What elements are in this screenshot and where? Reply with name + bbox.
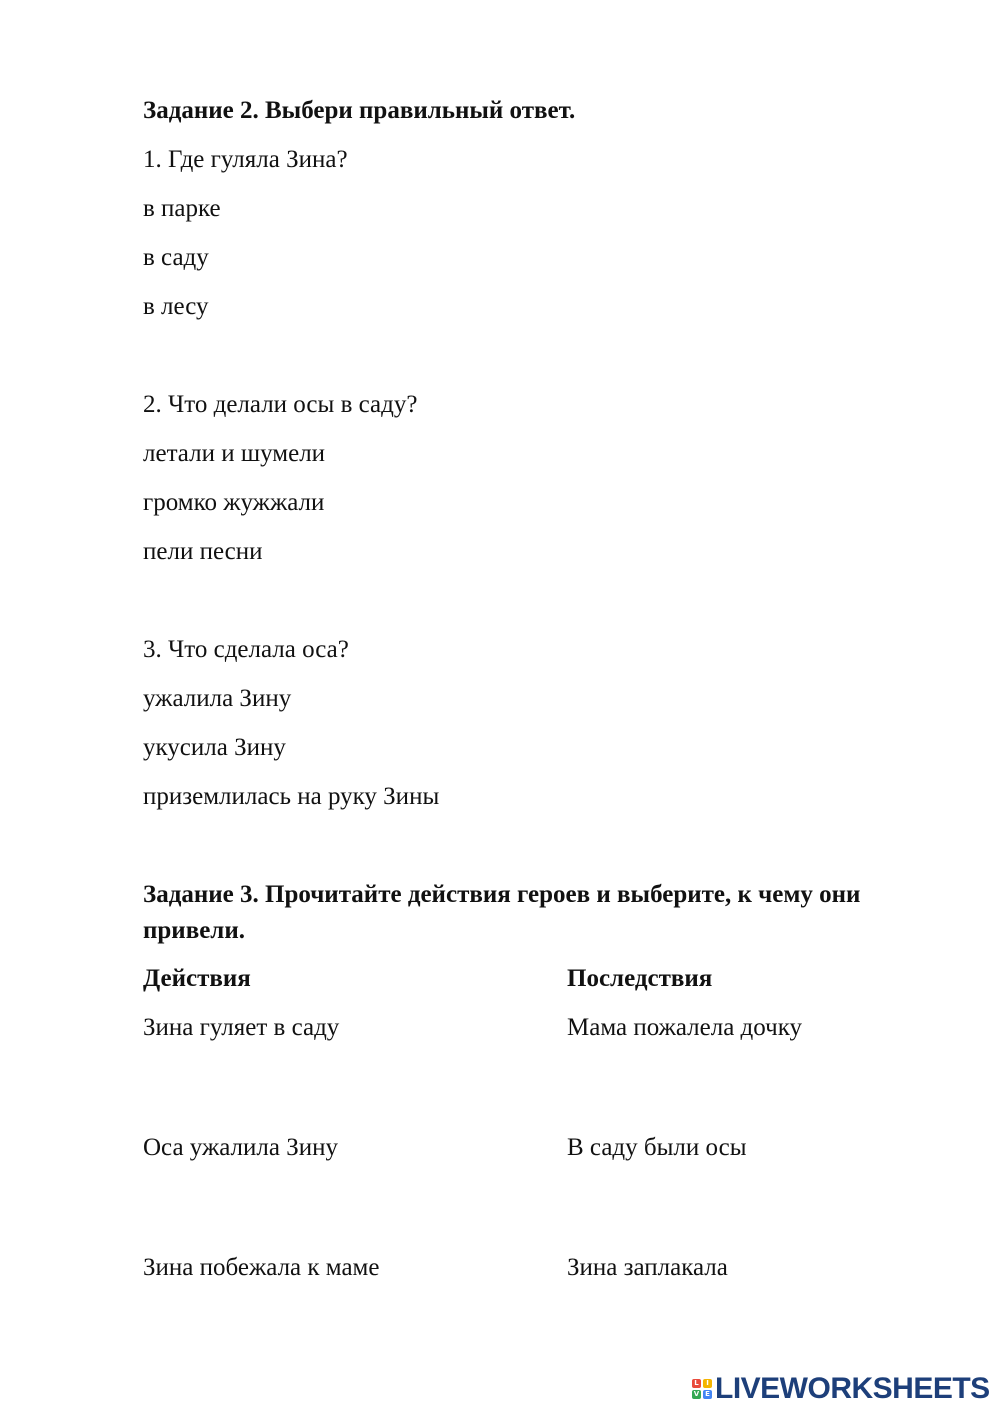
header-actions: Действия <box>143 965 251 992</box>
q3-option-stung[interactable]: ужалила Зину <box>143 685 292 712</box>
q1-option-garden[interactable]: в саду <box>143 244 209 271</box>
consequence-item-2[interactable]: В саду были осы <box>567 1134 747 1161</box>
q1-option-forest[interactable]: в лесу <box>143 293 209 320</box>
q2-option-sang[interactable]: пели песни <box>143 538 263 565</box>
liveworksheets-logo-mark <box>692 1379 712 1399</box>
action-item-3[interactable]: Зина побежала к маме <box>143 1254 380 1281</box>
task3-title: Задание 3. Прочитайте действия героев и выберите, к чему они привели. <box>143 881 861 944</box>
q1-option-park[interactable]: в парке <box>143 195 221 222</box>
header-consequences: Последствия <box>567 965 713 992</box>
action-item-2[interactable]: Оса ужалила Зину <box>143 1134 339 1161</box>
question-3: 3. Что сделала оса? <box>143 636 349 663</box>
question-1: 1. Где гуляла Зина? <box>143 146 348 173</box>
logo-text: LIVEWORKSHEETS <box>715 1372 990 1405</box>
logo-mark-tile-e: E <box>703 1390 712 1399</box>
consequence-item-3[interactable]: Зина заплакала <box>567 1254 728 1281</box>
logo-mark-tile-v: V <box>693 1390 700 1398</box>
logo-mark-tile-i: I <box>703 1379 712 1388</box>
action-item-1[interactable]: Зина гуляет в саду <box>143 1014 340 1041</box>
q2-option-buzzed[interactable]: громко жужжали <box>143 489 325 516</box>
consequence-item-1[interactable]: Мама пожалела дочку <box>567 1014 802 1041</box>
liveworksheets-logo <box>692 1373 990 1405</box>
question-2: 2. Что делали осы в саду? <box>143 391 418 418</box>
task2-title: Задание 2. Выбери правильный ответ. <box>143 97 576 124</box>
q3-option-landed[interactable]: приземлилась на руку Зины <box>143 783 440 810</box>
q3-option-bit[interactable]: укусила Зину <box>143 734 286 761</box>
q2-option-flew[interactable]: летали и шумели <box>143 440 326 467</box>
logo-mark-tile-l: L <box>692 1379 701 1388</box>
